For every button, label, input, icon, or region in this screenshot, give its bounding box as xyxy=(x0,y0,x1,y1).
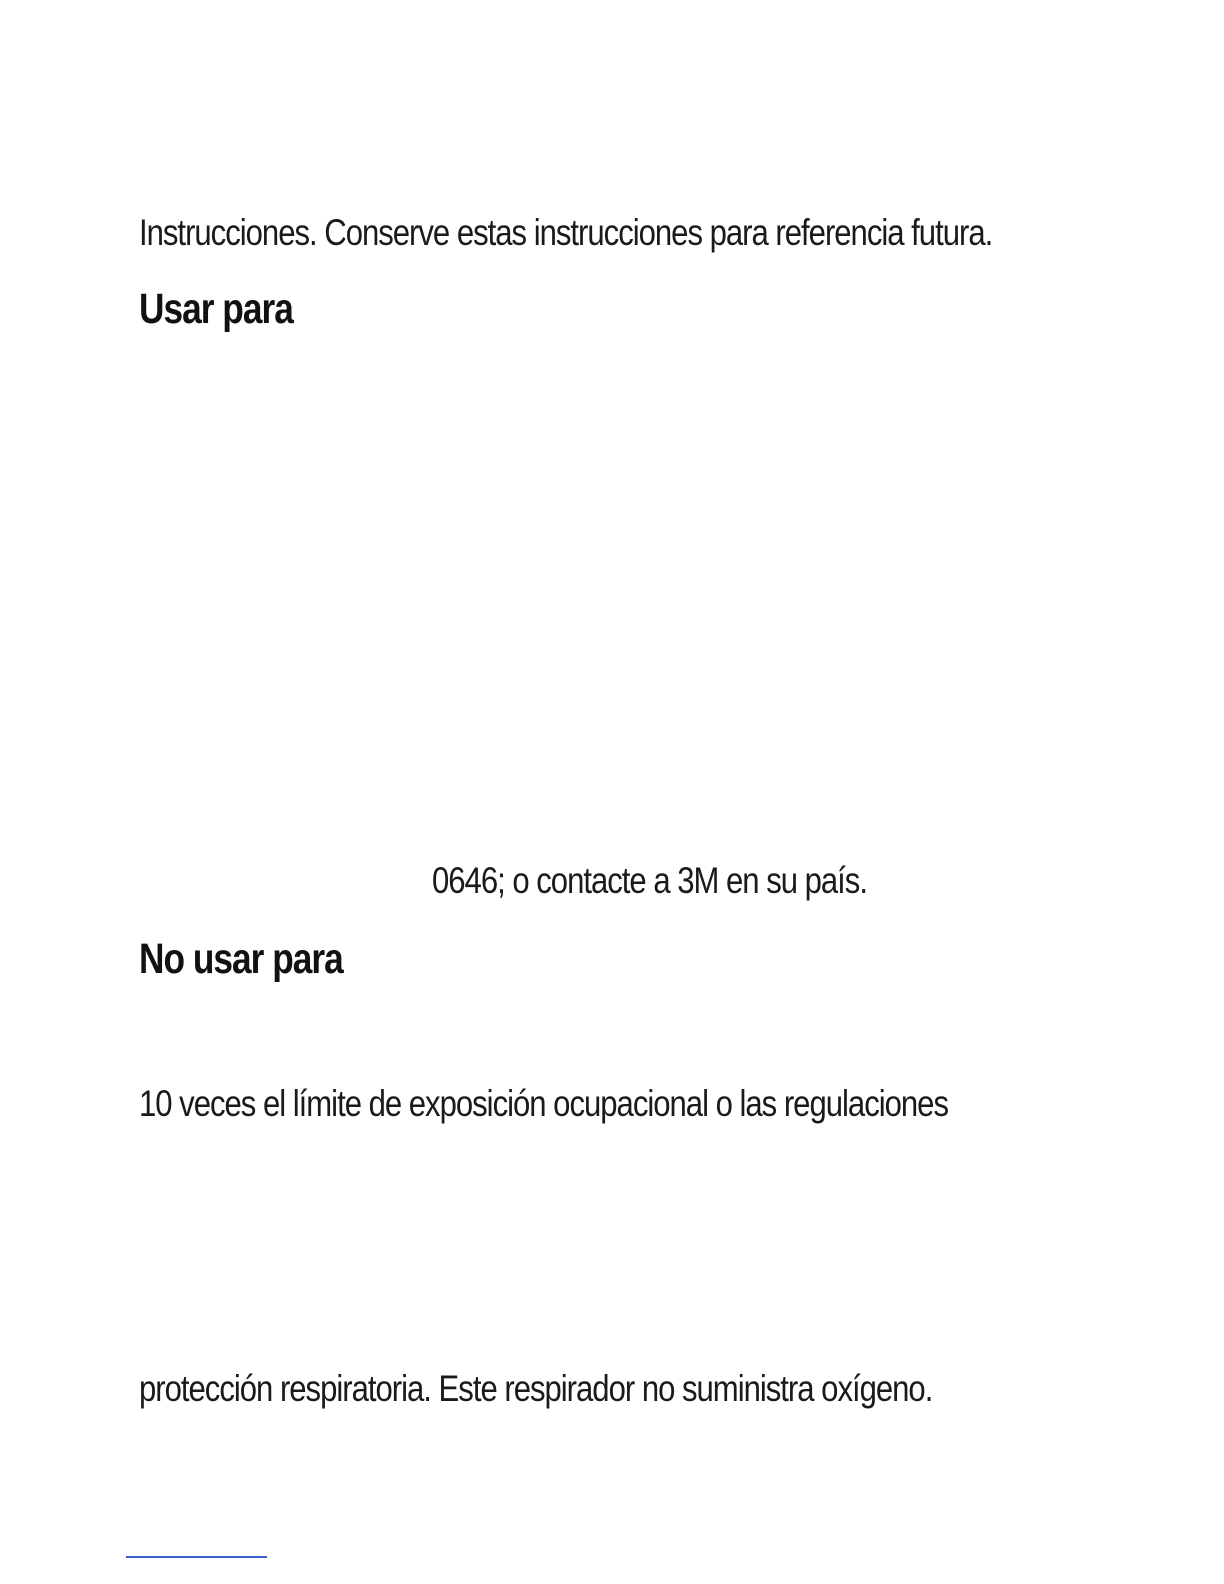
intro-instructions-text: Instrucciones. Conserve estas instrucciones para referencia futura. xyxy=(139,212,993,253)
contact-text: 0646; o contacte a 3M en su país. xyxy=(432,860,867,901)
oxygen-warning-text: protección respiratoria. Este respirador no suministra oxígeno. xyxy=(139,1368,933,1409)
footnote-divider xyxy=(126,1556,267,1558)
heading-do-not-use-for: No usar para xyxy=(139,935,343,983)
heading-use-for: Usar para xyxy=(139,285,293,333)
exposure-limit-text: 10 veces el límite de exposición ocupacional o las regulaciones xyxy=(139,1083,948,1124)
